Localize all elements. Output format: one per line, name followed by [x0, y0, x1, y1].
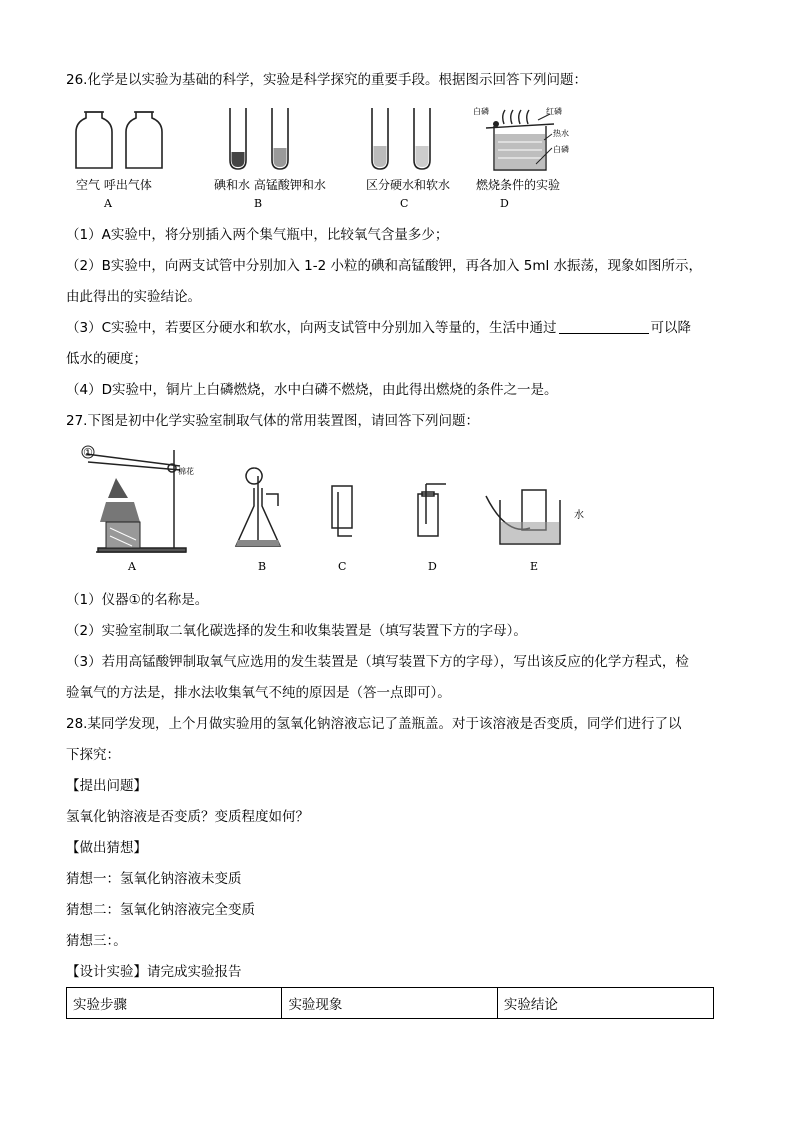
table-header-conclusion: 实验结论	[497, 988, 713, 1019]
q26-figure-a-letter: A	[104, 197, 112, 210]
table-row	[67, 988, 714, 1019]
q27-figure-a-label: 棉花	[178, 467, 194, 476]
q26-figure-c-letter: C	[400, 197, 409, 210]
q26-part2-line1: （2）B实验中，向两支试管中分别加入 1-2 小粒的碘和高锰酸钾，再各加入 5ml 水振荡，现象如图所示，	[66, 258, 703, 274]
q27-part3-line1: （3）若用高锰酸钾制取氧气应选用的发生装置是（填写装置下方的字母），写出该反应的化学方程式，检	[66, 654, 689, 670]
q27-figure-b-letter: B	[258, 560, 267, 573]
q26-figure-a-caption: 空气 呼出气体	[76, 178, 152, 192]
q26-part3-line2: 低水的硬度；	[66, 351, 147, 367]
q26-part3-line1	[66, 319, 691, 337]
q27-figure-c	[326, 482, 362, 546]
experiment-report-table	[66, 987, 714, 1019]
q27-part3-line2: 验氧气的方法是，排水法收集氧气不纯的原因是（答一点即可）。	[66, 685, 451, 701]
q26-figure-c	[368, 106, 438, 172]
q26-figure-b-letter: B	[254, 197, 263, 210]
q27-figure-a	[76, 440, 196, 558]
q27-figure-a-letter: A	[128, 560, 136, 573]
q26-figure-c-caption: 区分硬水和软水	[366, 178, 451, 192]
q26-stem: 26.化学是以实验为基础的科学，实验是科学探究的重要手段。根据图示回答下列问题：	[66, 72, 587, 88]
q26-part3-text-post: 可以降	[650, 320, 692, 336]
q26-figure-d-label-white-p-top: 白磷	[473, 107, 489, 116]
q26-figure-d-label-red-p: 红磷	[546, 107, 562, 116]
q27-figure-e-label: 水	[574, 510, 584, 521]
q26-figure-d	[478, 104, 578, 174]
q27-figure-d	[412, 480, 452, 544]
q28-guess-2: 猜想二：氢氧化钠溶液完全变质	[66, 902, 255, 918]
q26-figure-d-caption: 燃烧条件的实验	[476, 178, 561, 192]
table-header-phenomenon: 实验现象	[282, 988, 497, 1019]
q28-guess-3: 猜想三：。	[66, 933, 127, 949]
q28-stem-line2: 下探究：	[66, 747, 120, 763]
q27-figure-b	[232, 464, 292, 554]
q26-figure-d-letter: D	[500, 197, 509, 210]
q26-figure-b	[226, 106, 296, 172]
q27-part1: （1）仪器①的名称是。	[66, 592, 209, 608]
answer-blank[interactable]	[559, 319, 649, 334]
q28-question: 氢氧化钠溶液是否变质？变质程度如何？	[66, 809, 309, 825]
q27-part2: （2）实验室制取二氧化碳选择的发生和收集装置是（填写装置下方的字母）。	[66, 623, 527, 639]
q26-part2-line2: 由此得出的实验结论。	[66, 289, 201, 305]
table-header-step: 实验步骤	[67, 988, 282, 1019]
q27-figure-a-marker: ①	[83, 446, 93, 459]
q28-guess-1: 猜想一：氢氧化钠溶液未变质	[66, 871, 242, 887]
q27-figure-e	[482, 486, 582, 550]
q28-heading-design: 【设计实验】请完成实验报告	[66, 964, 242, 980]
q28-heading-question: 【提出问题】	[66, 778, 147, 794]
q26-part3-text-pre: （3）C实验中，若要区分硬水和软水，向两支试管中分别加入等量的，生活中通过	[66, 320, 557, 336]
q26-figure-d-label-white-p-bottom: 白磷	[553, 145, 569, 154]
q26-part1: （1）A实验中，将分别插入两个集气瓶中，比较氧气含量多少；	[66, 227, 449, 243]
q27-figure-d-letter: D	[428, 560, 437, 573]
q28-stem-line1: 28.某同学发现，上个月做实验用的氢氧化钠溶液忘记了盖瓶盖。对于该溶液是否变质，同学们进行了以	[66, 716, 682, 732]
q27-figure-c-letter: C	[338, 560, 347, 573]
q26-figure-b-caption: 碘和水 高锰酸钾和水	[214, 178, 326, 192]
q26-part4: （4）D实验中，铜片上白磷燃烧，水中白磷不燃烧，由此得出燃烧的条件之一是。	[66, 382, 558, 398]
q27-stem: 27.下图是初中化学实验室制取气体的常用装置图，请回答下列问题：	[66, 413, 479, 429]
q27-figure-e-letter: E	[530, 560, 539, 573]
q26-figure-d-label-hot-water: 热水	[553, 129, 569, 138]
q28-heading-guess: 【做出猜想】	[66, 840, 147, 856]
q26-figure-a	[74, 106, 174, 174]
